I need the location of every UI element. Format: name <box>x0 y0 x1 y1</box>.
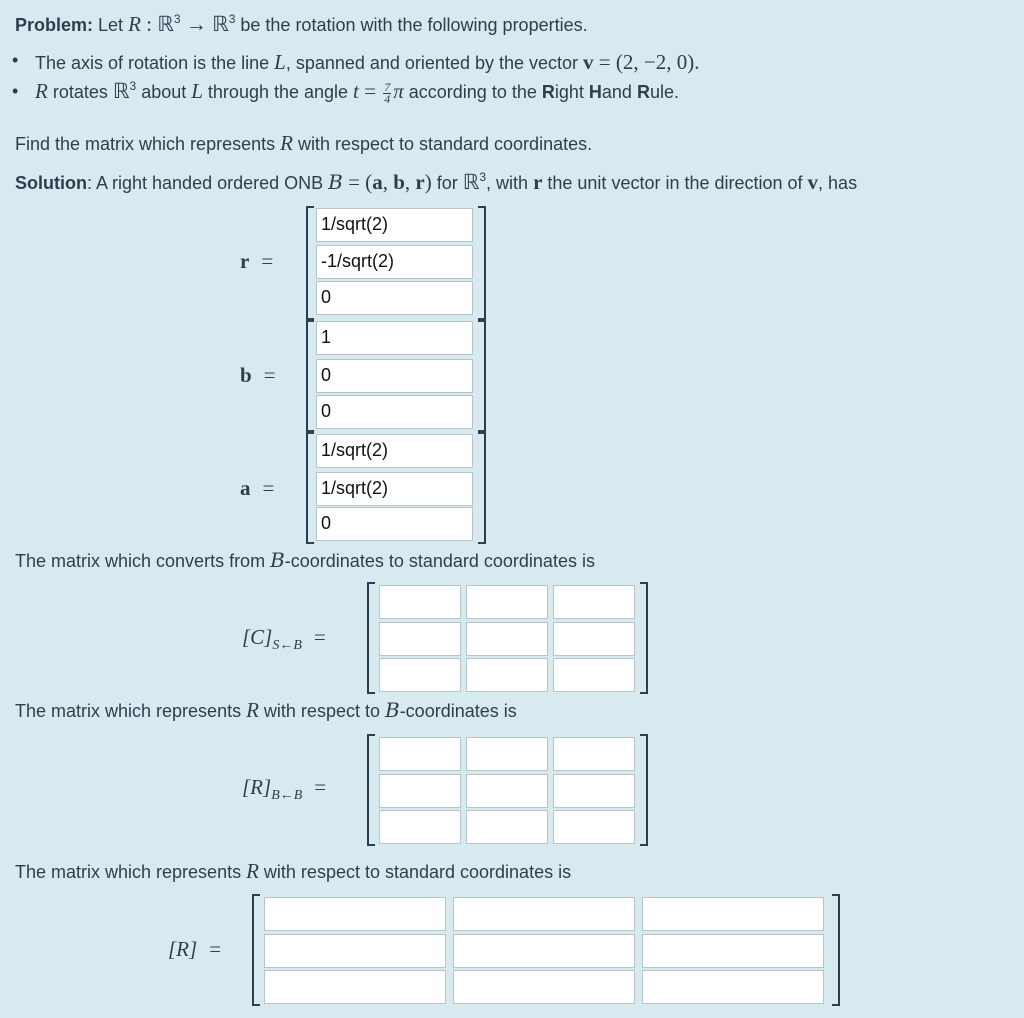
math-reals: ℝ <box>462 170 480 194</box>
math-pi: π <box>393 79 404 103</box>
sec-rb-text-1: The matrix which represents <box>15 701 247 721</box>
vector-a-entry-2[interactable]: 1/sqrt(2) <box>316 472 473 506</box>
fraction-numerator: 7 <box>384 79 391 94</box>
matrix-c-entry-2-2[interactable] <box>466 622 548 656</box>
vector-r-entry-2[interactable]: -1/sqrt(2) <box>316 245 473 279</box>
hand-initial: H <box>588 82 602 102</box>
matrix-rb-entry-1-3[interactable] <box>553 737 635 771</box>
math-exponent: 3 <box>479 170 487 184</box>
matrix-rb-subscript: B←B <box>271 788 303 804</box>
math-arrow: → <box>180 12 213 36</box>
right-rest: ight <box>554 82 589 102</box>
vector-a-entry-3[interactable]: 0 <box>316 507 473 541</box>
matrix-c-entry-1-2[interactable] <box>466 585 548 619</box>
math-r: r <box>415 170 425 194</box>
bullet-angle <box>35 79 679 105</box>
solution-text-2: for <box>431 173 463 193</box>
matrix-r-entry-1-2[interactable] <box>453 897 635 931</box>
matrix-r-entry-2-1[interactable] <box>264 934 446 968</box>
bullet-axis <box>35 50 699 75</box>
hand-rest: and <box>601 82 637 102</box>
sec-rb-text-2: with respect to <box>258 701 385 721</box>
matrix-rb-entry-3-2[interactable] <box>466 810 548 844</box>
math-vector-value: = (2, −2, 0). <box>593 50 700 74</box>
math-R: R <box>246 859 259 883</box>
math-basis-B: B <box>384 698 400 722</box>
equals-sign: = <box>313 625 326 649</box>
math-basis-B: B <box>270 548 285 572</box>
matrix-rb-label <box>242 775 326 804</box>
matrix-r-entry-2-3[interactable] <box>642 934 824 968</box>
solution-text-5: , has <box>818 173 858 193</box>
math-v: v <box>807 170 819 194</box>
matrix-r-entry-1-3[interactable] <box>642 897 824 931</box>
math-exponent: 3 <box>129 79 137 93</box>
vector-b-entry-1[interactable]: 1 <box>316 321 473 355</box>
matrix-rb-entry-3-3[interactable] <box>553 810 635 844</box>
right-initial: R <box>541 82 555 102</box>
bullet2-text-4: according to the <box>403 82 542 102</box>
equals-sign: = <box>261 249 274 273</box>
vector-b-left-bracket <box>306 320 314 432</box>
math-reals: ℝ <box>112 79 130 103</box>
math-R: R <box>35 79 48 103</box>
equals-sign: = <box>263 363 276 387</box>
matrix-rb-entry-3-1[interactable] <box>379 810 461 844</box>
math-reals-2: ℝ <box>212 12 229 36</box>
problem-label: Problem: <box>15 15 94 35</box>
bullet-dot-2: • <box>12 81 19 101</box>
math-R: R <box>280 131 293 155</box>
math-comma-2: , <box>404 170 416 194</box>
equals-sign: = <box>314 775 327 799</box>
bullet2-text-3: through the angle <box>202 82 354 102</box>
fraction-7-4 <box>383 79 391 106</box>
vector-a-entry-1[interactable]: 1/sqrt(2) <box>316 434 473 468</box>
matrix-r-symbol: [R] <box>168 937 198 961</box>
vector-r-entry-1[interactable]: 1/sqrt(2) <box>316 208 473 242</box>
sec-r-text-2: with respect to standard coordinates is <box>258 862 572 882</box>
matrix-c-entry-1-3[interactable] <box>553 585 635 619</box>
matrix-c-subscript: S←B <box>272 638 302 654</box>
rule-rest: ule. <box>649 82 679 102</box>
matrix-r-entry-2-2[interactable] <box>453 934 635 968</box>
matrix-c-label <box>242 625 326 654</box>
vector-b-entry-3[interactable]: 0 <box>316 395 473 429</box>
solution-text-3: , with <box>486 173 534 193</box>
math-equals: = <box>358 79 382 103</box>
math-v: v <box>583 50 594 74</box>
matrix-c-entry-3-3[interactable] <box>553 658 635 692</box>
vector-r-right-bracket <box>478 206 486 320</box>
rotation-b-statement <box>15 698 517 723</box>
problem-text-1: Let <box>98 15 129 35</box>
matrix-rb-entry-2-1[interactable] <box>379 774 461 808</box>
vector-a-label <box>240 476 274 501</box>
matrix-rb-entry-1-1[interactable] <box>379 737 461 771</box>
bullet1-text-2: , spanned and oriented by the vector <box>285 53 584 73</box>
equals-sign: = <box>262 476 275 500</box>
matrix-c-entry-2-1[interactable] <box>379 622 461 656</box>
matrix-rb-entry-2-2[interactable] <box>466 774 548 808</box>
vector-b-label <box>240 363 276 388</box>
math-exponent-2: 3 <box>228 12 236 26</box>
matrix-r-label <box>168 937 221 962</box>
matrix-c-right-bracket <box>640 582 648 694</box>
sec-c-text-2: -coordinates to standard coordinates is <box>284 551 595 571</box>
matrix-c-entry-1-1[interactable] <box>379 585 461 619</box>
vector-r-entry-3[interactable]: 0 <box>316 281 473 315</box>
math-basis-B: B <box>328 170 343 194</box>
matrix-c-entry-3-2[interactable] <box>466 658 548 692</box>
matrix-rb-right-bracket <box>640 734 648 846</box>
vector-b-entry-2[interactable]: 0 <box>316 359 473 393</box>
matrix-r-entry-3-2[interactable] <box>453 970 635 1004</box>
solution-statement <box>15 170 857 195</box>
find-text-2: with respect to standard coordinates. <box>292 134 593 154</box>
math-reals: ℝ <box>157 12 174 36</box>
equals-sign: = <box>209 937 222 961</box>
math-equals-paren: = ( <box>342 170 373 194</box>
vector-b-right-bracket <box>478 320 486 432</box>
vector-r-left-bracket <box>306 206 314 320</box>
math-a: a <box>372 170 383 194</box>
solution-text-1: : A right handed ordered ONB <box>86 173 329 193</box>
sec-rb-text-3: -coordinates is <box>399 701 517 721</box>
vector-a-left-bracket <box>306 432 314 544</box>
sec-c-text-1: The matrix which converts from <box>15 551 271 571</box>
rotation-standard-statement <box>15 859 571 884</box>
math-L: L <box>274 50 286 74</box>
sec-r-text-1: The matrix which represents <box>15 862 247 882</box>
vector-a-symbol: a <box>240 476 251 500</box>
matrix-r-entry-3-3[interactable] <box>642 970 824 1004</box>
vector-a-right-bracket <box>478 432 486 544</box>
find-statement <box>15 131 592 156</box>
bullet2-text-1: rotates <box>47 82 113 102</box>
solution-text-4: the unit vector in the direction of <box>542 173 808 193</box>
matrix-r-left-bracket <box>252 894 260 1006</box>
solution-label: Solution <box>15 173 87 193</box>
math-colon: : <box>140 12 158 36</box>
find-text-1: Find the matrix which represents <box>15 134 281 154</box>
matrix-c-symbol: [C] <box>242 625 273 649</box>
matrix-rb-entry-2-3[interactable] <box>553 774 635 808</box>
math-b: b <box>393 170 405 194</box>
matrix-rb-symbol: [R] <box>242 775 272 799</box>
problem-statement <box>15 12 588 37</box>
math-t: t <box>353 79 359 103</box>
matrix-c-entry-2-3[interactable] <box>553 622 635 656</box>
math-R: R <box>128 12 141 36</box>
vector-b-symbol: b <box>240 363 252 387</box>
bullet1-text-1: The axis of rotation is the line <box>35 53 275 73</box>
problem-text-2: be the rotation with the following properties. <box>235 15 588 35</box>
math-comma: , <box>382 170 394 194</box>
vector-r-label <box>240 249 273 274</box>
bullet2-text-2: about <box>136 82 192 102</box>
rule-initial: R <box>636 82 650 102</box>
matrix-c-left-bracket <box>367 582 375 694</box>
matrix-rb-entry-1-2[interactable] <box>466 737 548 771</box>
math-R: R <box>246 698 259 722</box>
matrix-r-right-bracket <box>832 894 840 1006</box>
matrix-r-entry-3-1[interactable] <box>264 970 446 1004</box>
matrix-c-entry-3-1[interactable] <box>379 658 461 692</box>
vector-r-symbol: r <box>240 249 250 273</box>
math-close-paren: ) <box>424 170 432 194</box>
matrix-rb-left-bracket <box>367 734 375 846</box>
change-of-basis-statement <box>15 548 595 572</box>
fraction-denominator: 4 <box>384 91 391 106</box>
math-L: L <box>191 79 203 103</box>
math-exponent: 3 <box>173 12 181 26</box>
bullet-dot-1: • <box>12 50 19 70</box>
matrix-r-entry-1-1[interactable] <box>264 897 446 931</box>
math-r-2: r <box>533 170 543 194</box>
